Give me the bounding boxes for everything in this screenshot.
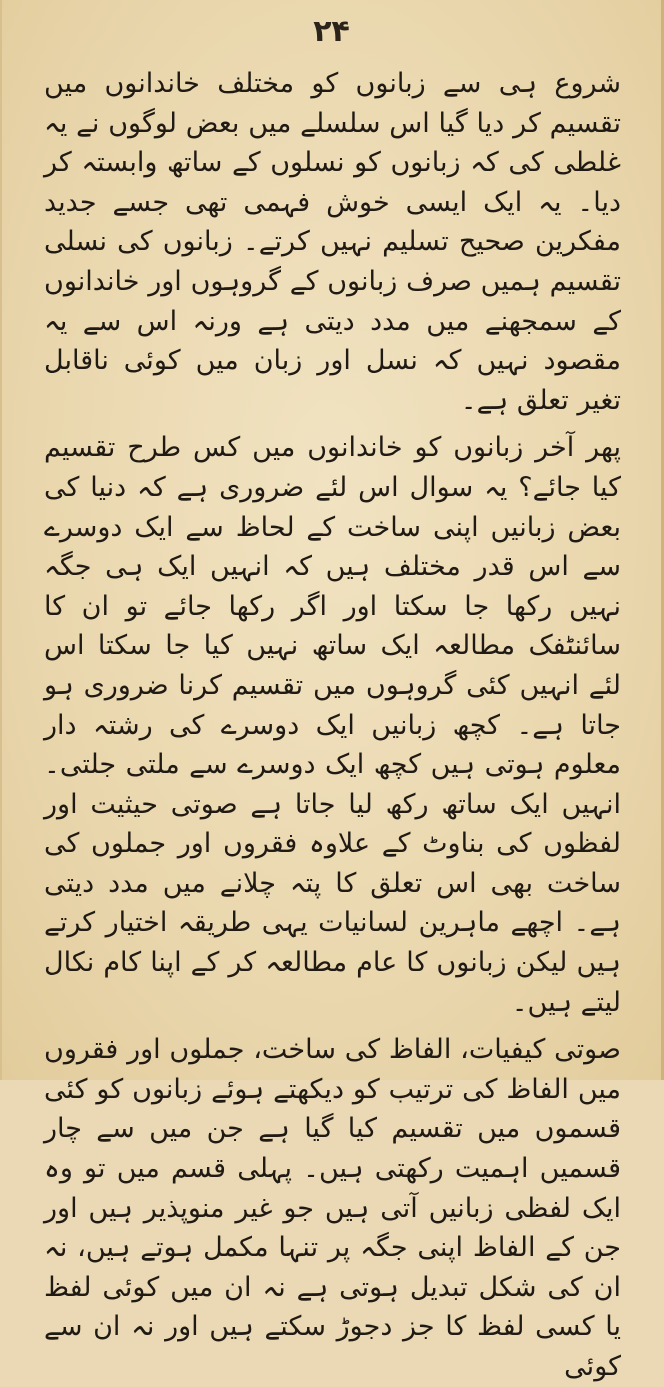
- page-text: [44, 64, 621, 1387]
- page-number: ۲۴: [313, 14, 350, 49]
- paragraph-3: صوتی کیفیات، الفاظ کی ساخت، جملوں اور فقروں میں الفاظ کی ترتیب کو دیکھتے ہوئے زبانوں کو کئی قسموں میں تقسیم کیا گیا ہے جن میں سے چار قسمیں اہمیت رکھتی ہیں۔ پہلی قسم میں تو وہ ایک لفظی زبانیں آتی ہیں جو غیر منوپذیر ہیں اور جن کے الفاظ اپنی جگہ پر تنہا مکمل ہوتے ہیں، نہ ان کی شکل تبدیل ہوتی ہے نہ ان میں کوئی لفظ یا کسی لفظ کا جز دجوڑ سکتے ہیں اور نہ ان سے کوئی: [44, 1034, 621, 1382]
- paragraph-1: شروع ہی سے زبانوں کو مختلف خاندانوں میں تقسیم کر دیا گیا اس سلسلے میں بعض لوگوں نے یہ غلطی کی کہ زبانوں کو نسلوں کے ساتھ وابستہ کر دیا۔ یہ ایک ایسی خوش فہمی تھی جسے جدید مفکرین صحیح تسلیم نہیں کرتے۔ زبانوں کی نسلی تقسیم ہمیں صرف زبانوں کے گروہوں اور خاندانوں کے سمجھنے میں مدد دیتی ہے ورنہ اس سے یہ مقصود نہیں کہ نسل اور زبان میں کوئی ناقابل تغیر تعلق ہے۔: [44, 68, 621, 416]
- paragraph-2: پھر آخر زبانوں کو خاندانوں میں کس طرح تقسیم کیا جائے؟ یہ سوال اس لئے ضروری ہے کہ دنیا کی بعض زبانیں اپنی ساخت کے لحاظ سے ایک دوسرے سے اس قدر مختلف ہیں کہ انہیں ایک ہی جگہ نہیں رکھا جا سکتا اور اگر رکھا جائے تو ان کا سائنٹفک مطالعہ ایک ساتھ نہیں کیا جا سکتا اس لئے انہیں کئی گروہوں میں تقسیم کرنا ضروری ہو جاتا ہے۔ کچھ زبانیں ایک دوسرے کی رشتہ دار معلوم ہوتی ہیں کچھ ایک دوسرے سے ملتی جلتی۔ انہیں ایک ساتھ رکھ لیا جاتا ہے صوتی حیثیت اور لفظوں کی بناوٹ کے علاوہ فقروں اور جملوں کی ساخت بھی اس تعلق کا پتہ چلانے میں مدد دیتی ہے۔ اچھے ماہرین لسانیات یہی طریقہ اختیار کرتے ہیں لیکن زبانوں کا عام مطالعہ کر کے اپنا کام نکال لیتے ہیں۔: [44, 432, 621, 1018]
